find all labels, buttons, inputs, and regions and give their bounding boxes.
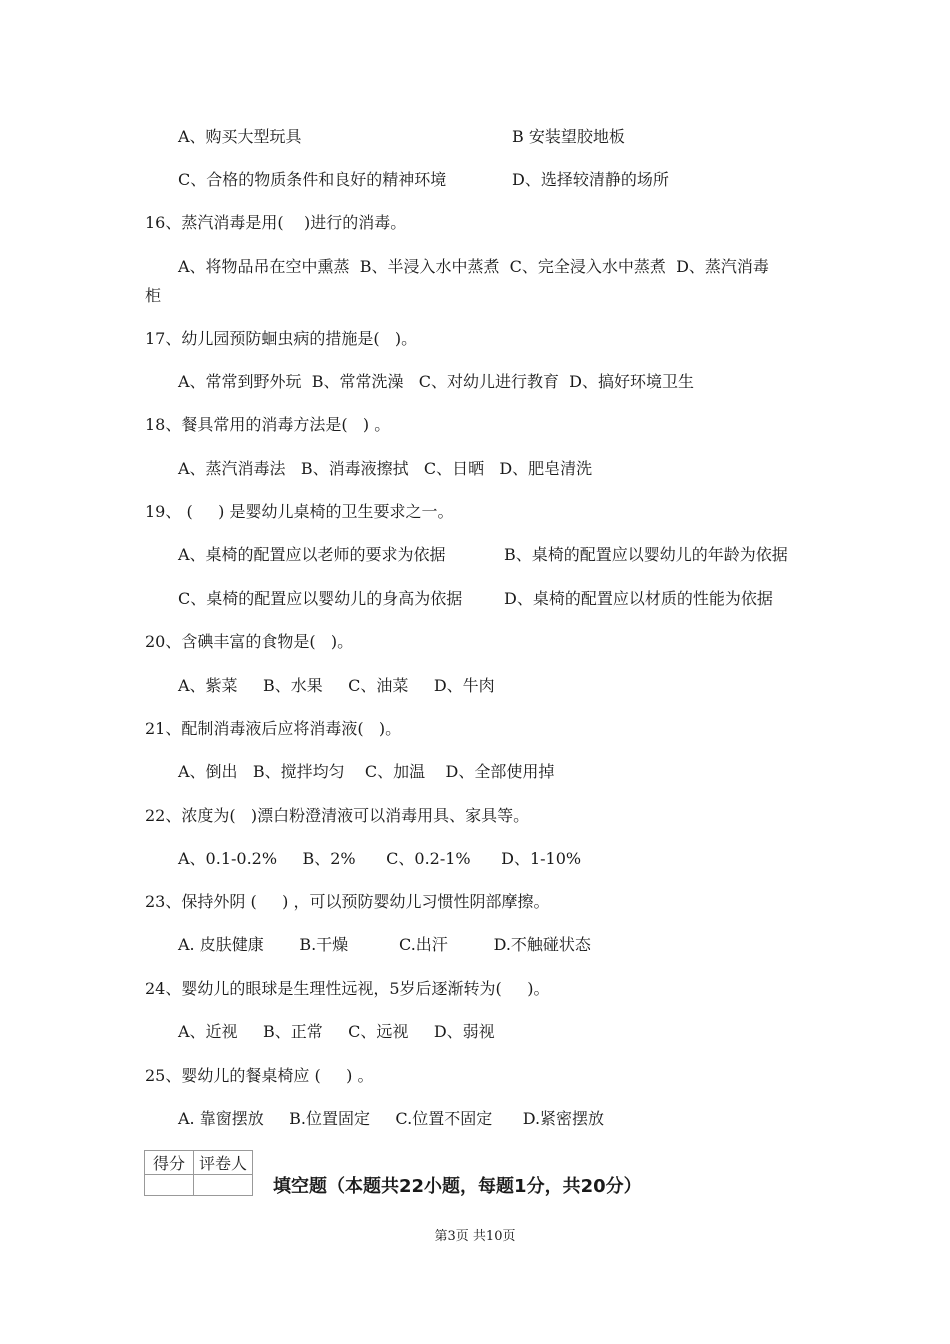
grader-header: 评卷人	[194, 1151, 253, 1175]
q15-option-b: B 安装望胶地板	[512, 127, 625, 146]
q19-stem: 19、 ( ) 是婴幼儿桌椅的卫生要求之一。	[145, 502, 454, 521]
q16-options: A、将物品吊在空中熏蒸 B、半浸入水中蒸煮 C、完全浸入水中蒸煮 D、蒸汽消毒	[178, 257, 769, 276]
q19-option-a: A、桌椅的配置应以老师的要求为依据	[178, 545, 446, 564]
score-cell	[145, 1175, 194, 1196]
q24-options: A、近视 B、正常 C、远视 D、弱视	[178, 1022, 495, 1041]
page-footer: 第3页 共10页	[434, 1229, 516, 1244]
q16-stem: 16、蒸汽消毒是用( )进行的消毒。	[145, 213, 407, 232]
q16-options-continued: 柜	[145, 286, 162, 305]
q19-option-b: B、桌椅的配置应以婴幼儿的年龄为依据	[504, 545, 788, 564]
q22-stem: 22、浓度为( )漂白粉澄清液可以消毒用具、家具等。	[145, 806, 530, 825]
q19-option-c: C、桌椅的配置应以婴幼儿的身高为依据	[178, 589, 463, 608]
q22-options: A、0.1-0.2% B、2% C、0.2-1% D、1-10%	[178, 849, 582, 868]
q21-stem: 21、配制消毒液后应将消毒液( )。	[145, 719, 402, 738]
q21-options: A、倒出 B、搅拌均匀 C、加温 D、全部使用掉	[178, 762, 555, 781]
q19-option-d: D、桌椅的配置应以材质的性能为依据	[504, 589, 773, 608]
q20-options: A、紫菜 B、水果 C、油菜 D、牛肉	[178, 676, 495, 695]
q15-option-a: A、购买大型玩具	[178, 127, 302, 146]
q23-stem: 23、保持外阴 ( ) ，可以预防婴幼儿习惯性阴部摩擦。	[145, 892, 550, 911]
section-title: 填空题（本题共22小题，每题1分，共20分）	[273, 1176, 642, 1197]
q15-option-d: D、选择较清静的场所	[512, 170, 669, 189]
q23-options: A. 皮肤健康 B.干燥 C.出汗 D.不触碰状态	[178, 935, 591, 954]
q25-options: A. 靠窗摆放 B.位置固定 C.位置不固定 D.紧密摆放	[178, 1109, 605, 1128]
score-box	[144, 1150, 253, 1196]
q24-stem: 24、婴幼儿的眼球是生理性远视，5岁后逐渐转为( )。	[145, 979, 550, 998]
grader-cell	[194, 1175, 253, 1196]
q20-stem: 20、含碘丰富的食物是( )。	[145, 632, 354, 651]
score-header: 得分	[145, 1151, 194, 1175]
q15-option-c: C、合格的物质条件和良好的精神环境	[178, 170, 447, 189]
q18-stem: 18、餐具常用的消毒方法是( ) 。	[145, 415, 391, 434]
q18-options: A、蒸汽消毒法 B、消毒液擦拭 C、日晒 D、肥皂清洗	[178, 459, 593, 478]
q17-stem: 17、幼儿园预防蛔虫病的措施是( )。	[145, 329, 418, 348]
q17-options: A、常常到野外玩 B、常常洗澡 C、对幼儿进行教育 D、搞好环境卫生	[178, 372, 694, 391]
q25-stem: 25、婴幼儿的餐桌椅应 ( ) 。	[145, 1066, 374, 1085]
